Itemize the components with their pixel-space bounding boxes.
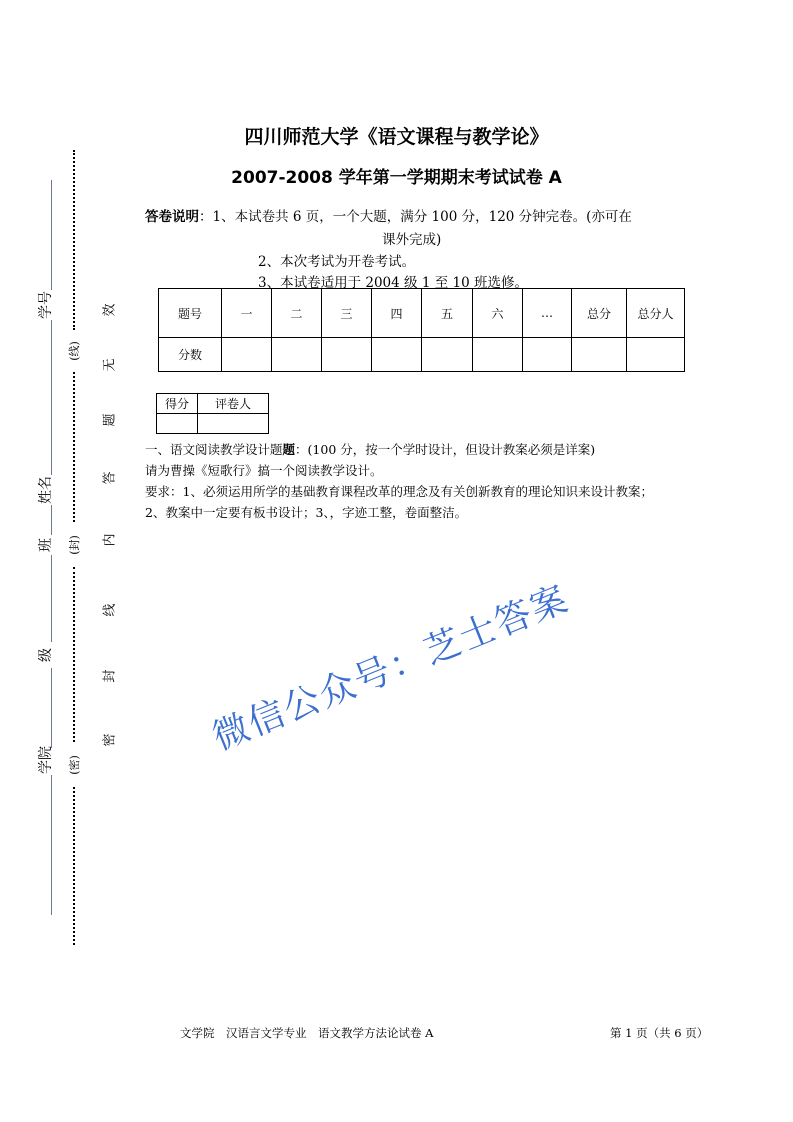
warning-char: 无 [102, 358, 118, 372]
header-cell: 五 [422, 289, 473, 338]
question-title-bold: 题 [282, 442, 296, 457]
row-label: 分数 [159, 338, 222, 372]
warning-char: 内 [102, 533, 118, 547]
footer-page-number: 第 1 页（共 6 页） [610, 1026, 709, 1040]
warning-char: 线 [102, 603, 118, 617]
header-cell: 一 [222, 289, 272, 338]
score-cell [372, 338, 422, 372]
instructions-label: 答卷说明 [145, 209, 199, 225]
score-cell [222, 338, 272, 372]
field-underline [51, 555, 52, 642]
instructions-line1 [145, 205, 632, 225]
mark-xian: (线) [68, 341, 81, 361]
header-cell: 得分 [157, 394, 198, 414]
header-cell: 六 [473, 289, 523, 338]
mark-mi: (密) [68, 755, 81, 775]
question-prompt: 请为曹操《短歌行》搞一个阅读教学设计。 [145, 463, 383, 478]
score-table [158, 288, 685, 372]
question-title-rest: ：(100 分，按一个学时设计，但设计教案必须是详案) [295, 442, 596, 457]
field-class: 班 [38, 538, 54, 552]
instructions-text: ：1、本试卷共 6 页，一个大题，满分 100 分，120 分钟完卷。(亦可在 [199, 209, 632, 225]
warning-char: 答 [102, 471, 118, 485]
header-cell: 总分人 [627, 289, 685, 338]
field-name: 姓名 [38, 476, 54, 504]
mark-feng: (封) [68, 535, 81, 555]
grader-box [156, 393, 269, 434]
question-req2: 2、教案中一定要有板书设计；3、，字迹工整，卷面整洁。 [145, 505, 468, 520]
score-cell [422, 338, 473, 372]
field-student-id: 学号 [38, 291, 54, 319]
field-grade: 级 [38, 648, 54, 662]
seal-dotted-line [73, 150, 75, 330]
seal-dotted-line [73, 787, 75, 945]
score-cell [627, 338, 685, 372]
field-underline [51, 505, 52, 535]
field-underline [51, 180, 52, 290]
question-title-text: 一、语文阅读教学设计题 [145, 442, 283, 457]
warning-char: 封 [102, 669, 118, 683]
header-cell: 三 [322, 289, 372, 338]
field-underline [51, 775, 52, 915]
instructions-line2: 2、本次考试为开卷考试。 [258, 254, 416, 270]
question-title [145, 440, 595, 458]
seal-dotted-line [73, 567, 75, 742]
seal-dotted-line [73, 372, 75, 522]
header-cell: 二 [272, 289, 322, 338]
footer-left: 文学院 汉语言文学专业 语文教学方法论试卷 A [180, 1026, 434, 1040]
field-underline [51, 668, 52, 748]
field-college: 学院 [38, 746, 54, 774]
question-req1: 要求：1、必须运用所学的基础教育课程改革的理念及有关创新教育的理论知识来设计教案； [145, 484, 653, 499]
header-cell: 总分 [572, 289, 627, 338]
header-cell: 题号 [159, 289, 222, 338]
field-underline [51, 320, 52, 475]
warning-char: 密 [102, 733, 118, 747]
header-cell: 评卷人 [198, 394, 269, 414]
exam-title: 四川师范大学《语文课程与教学论》 [244, 126, 549, 148]
score-cell [157, 414, 198, 434]
watermark: 微信公众号：芝士答案 [207, 578, 575, 759]
instructions-line3: 3、本试卷适用于 2004 级 1 至 10 班选修。 [258, 275, 528, 291]
score-cell [523, 338, 572, 372]
header-cell: 四 [372, 289, 422, 338]
score-cell [473, 338, 523, 372]
warning-char: 题 [102, 413, 118, 427]
score-cell [322, 338, 372, 372]
header-cell: … [523, 289, 572, 338]
score-cell [572, 338, 627, 372]
instructions-line1b: 课外完成) [382, 232, 442, 248]
score-cell [272, 338, 322, 372]
warning-char: 效 [102, 303, 118, 317]
grader-cell [198, 414, 269, 434]
exam-subtitle: 2007-2008 学年第一学期期末考试试卷 A [231, 168, 562, 188]
